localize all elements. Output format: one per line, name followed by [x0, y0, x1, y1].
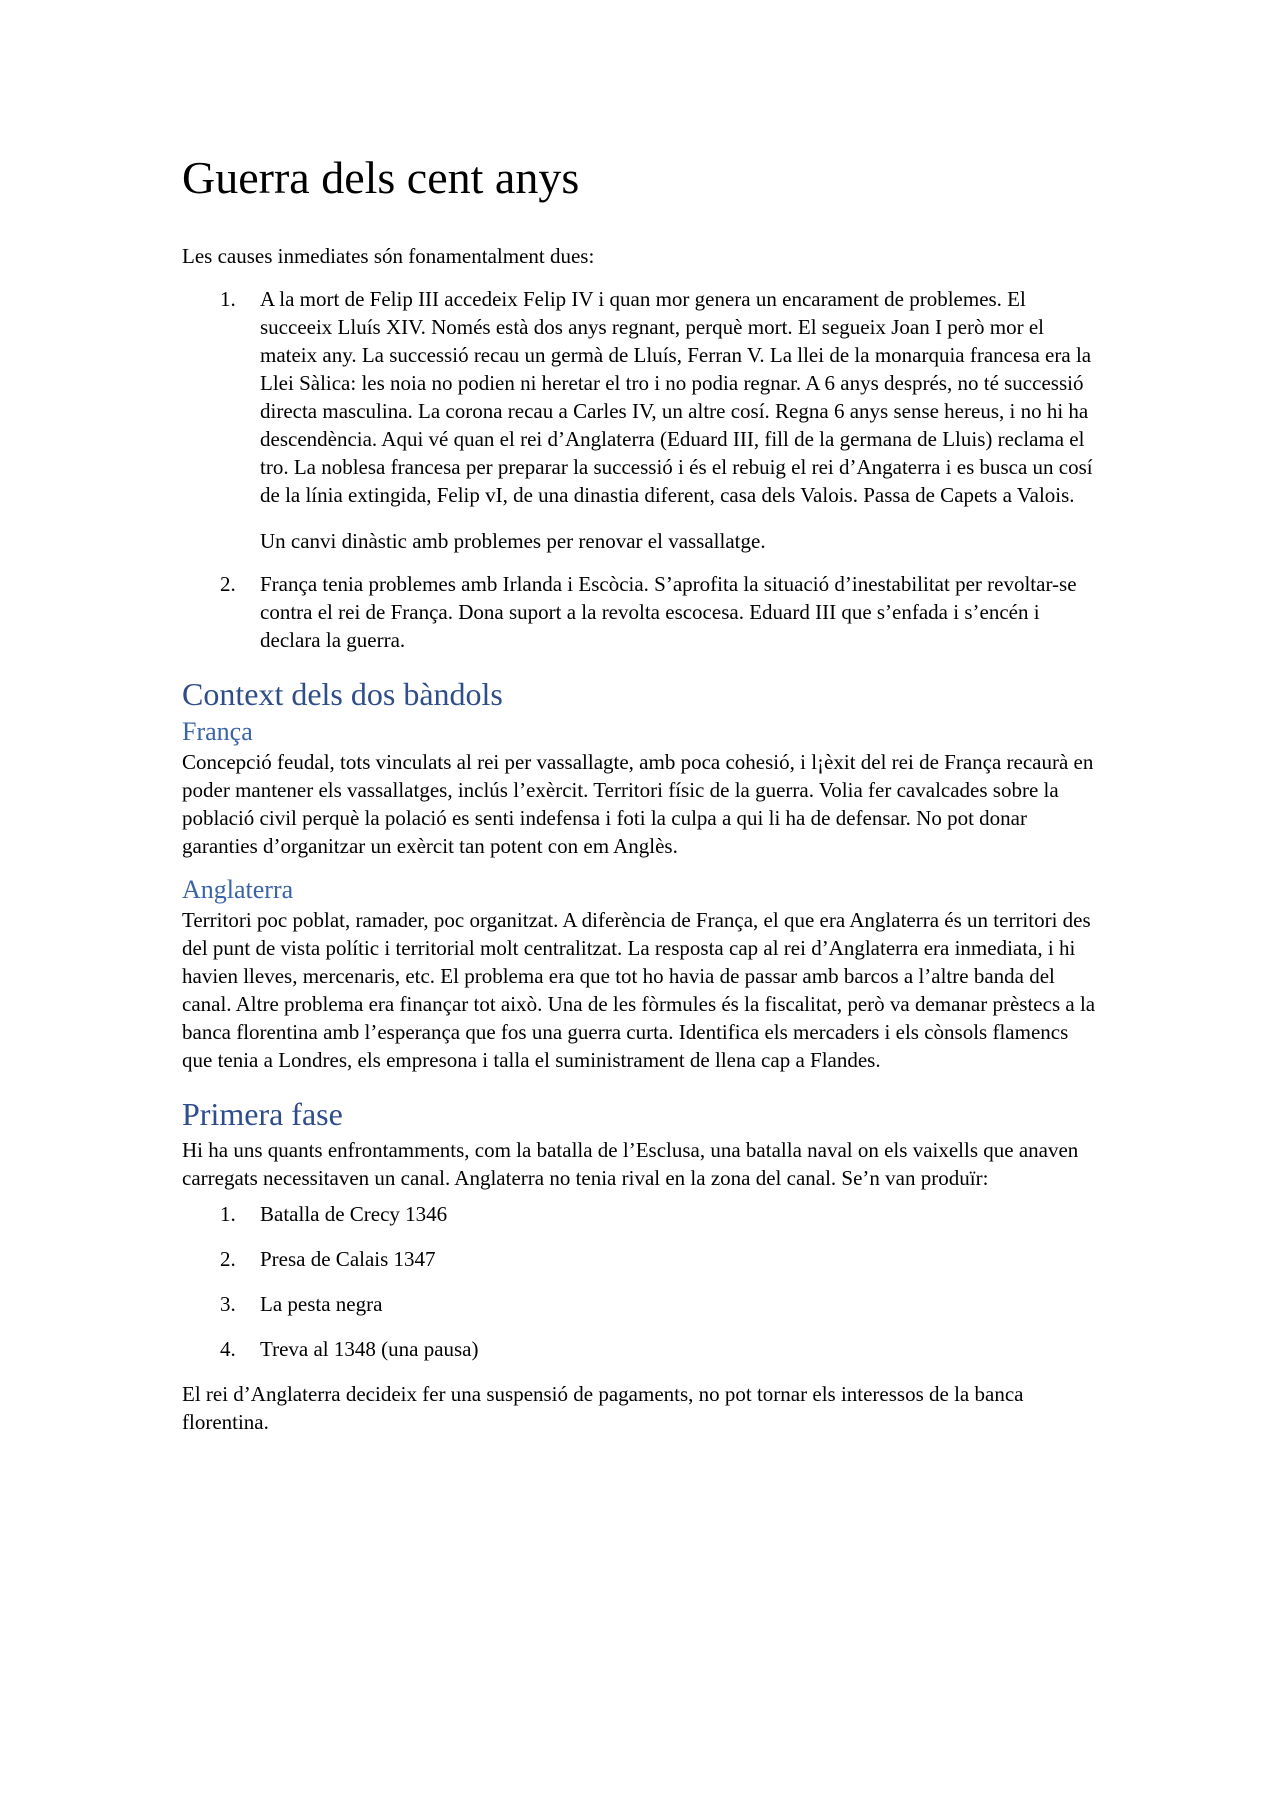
- list-item: [182, 570, 1102, 654]
- spacer: [182, 1192, 1102, 1200]
- event-label: Treva al 1348 (una pausa): [260, 1337, 479, 1361]
- cause-text: A la mort de Felip III accedeix Felip IV i quan mor genera un encarament de problemes. El succeeix Lluís XIV. Només està dos anys regnant, perquè mort. El segueix Joan I però mor el mateix any. La successió recau un germà de Lluís, Ferran V. La llei de la monarquia francesa era la Llei Sàlica: les noia no podien ni heretar el tro i no podia regnar. A 6 anys després, no té successió directa masculina. La corona recau a Carles IV, un altre cosí. Regna 6 anys sense hereus, i no hi ha descendència. Aqui vé quan el rei d’Anglaterra (Eduard III, fill de la germana de Lluis) reclama el tro. La noblesa francesa per preparar la successió i és el rebuig el rei d’Angaterra i es busca un cosí de la línia extingida, Felip vI, de una dinastia diferent, casa dels Valois. Passa de Capets a Valois.: [260, 287, 1093, 507]
- event-label: Batalla de Crecy 1346: [260, 1202, 448, 1226]
- list-number: 2.: [220, 572, 236, 596]
- event-label: La pesta negra: [260, 1292, 383, 1316]
- list-number: 1.: [220, 1202, 236, 1226]
- document-title: Guerra dels cent anys: [182, 152, 580, 203]
- england-heading: Anglaterra: [182, 875, 294, 904]
- cause-note: Un canvi dinàstic amb problemes per renovar el vassallatge.: [260, 529, 766, 553]
- first-phase-paragraph: Hi ha uns quants enfrontamments, com la batalla de l’Esclusa, una batalla naval on els vaixells que anaven carregats necessitaven un canal. Anglaterra no tenia rival en la zona del canal. Se’n van produïr:: [182, 1138, 1079, 1190]
- list-number: 2.: [220, 1247, 236, 1271]
- list-item: [182, 1245, 1102, 1273]
- causes-list: [182, 285, 1102, 654]
- list-item: [182, 1335, 1102, 1363]
- event-label: Presa de Calais 1347: [260, 1247, 436, 1271]
- list-item: [182, 1200, 1102, 1228]
- cause-text: França tenia problemes amb Irlanda i Escòcia. S’aprofita la situació d’inestabilitat per revoltar-se contra el rei de França. Dona suport a la revolta escocesa. Eduard III que s’enfada i s’encén i declara la guerra.: [260, 572, 1077, 652]
- list-item: [182, 1290, 1102, 1318]
- england-paragraph: Territori poc poblat, ramader, poc organitzat. A diferència de França, el que era Anglaterra és un territori des del punt de vista polític i territorial molt centralitzat. La resposta cap al rei d’Anglaterra era inmediata, i hi havien lleves, mercenaris, etc. El problema era que tot ho havia de passar amb barcos a l’altre banda del canal. Altre problema era finançar tot això. Una de les fòrmules és la fiscalitat, però va demanar prèstecs a la banca florentina amb l’esperança que fos una guerra curta. Identifica els mercaders i els cònsols flamencs que tenia a Londres, els empresona i talla el suministrament de llena cap a Flandes.: [182, 908, 1096, 1072]
- france-heading: França: [182, 717, 253, 746]
- first-phase-heading: Primera fase: [182, 1096, 343, 1132]
- document-body: [182, 150, 1102, 1436]
- france-paragraph: Concepció feudal, tots vinculats al rei per vassallagte, amb poca cohesió, i l¡èxit del rei de França recaurà en poder mantener els vassallatges, inclús l’exèrcit. Territori físic de la guerra. Volia fer cavalcades sobre la població civil perquè la polació es senti indefensa i foti la culpa a qui li ha de defensar. No pot donar garanties d’organitzar un exèrcit tan potent con em Anglès.: [182, 750, 1094, 858]
- events-list: [182, 1200, 1102, 1363]
- intro-paragraph: Les causes inmediates són fonamentalment dues:: [182, 244, 595, 268]
- list-number: 4.: [220, 1337, 236, 1361]
- list-item: [182, 285, 1102, 555]
- list-number: 1.: [220, 287, 236, 311]
- outro-paragraph: El rei d’Anglaterra decideix fer una suspensió de pagaments, no pot tornar els interessos de la banca florentina.: [182, 1382, 1024, 1434]
- context-heading: Context dels dos bàndols: [182, 676, 503, 712]
- list-number: 3.: [220, 1292, 236, 1316]
